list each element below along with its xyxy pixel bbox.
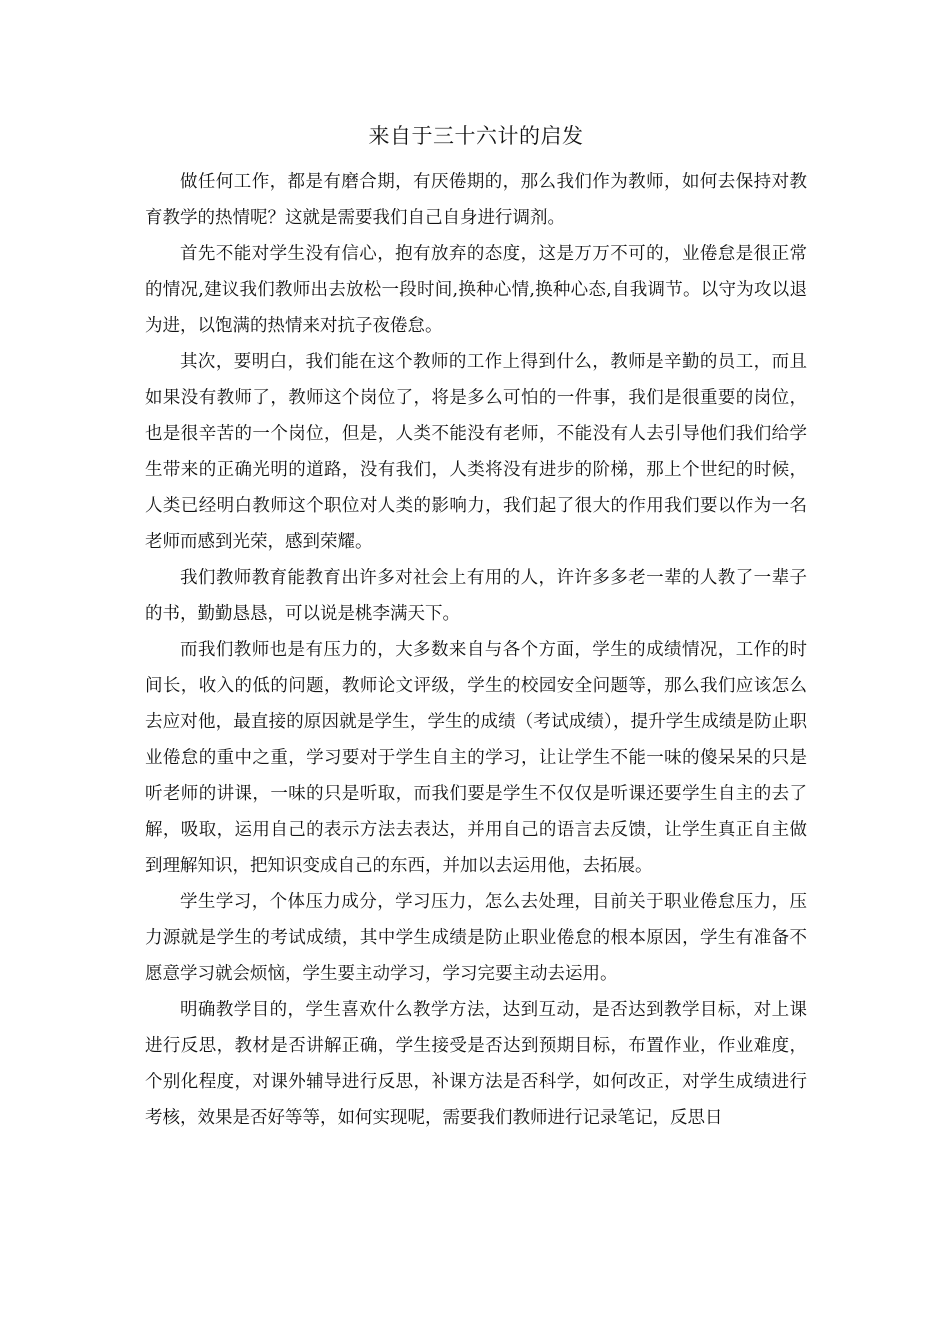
paragraph-5: 而我们教师也是有压力的，大多数来自与各个方面，学生的成绩情况，工作的时间长，收入的低的问题，教师论文评级，学生的校园安全问题等，那么我们应该怎么去应对他，最直接的原因就是学生，学生的成绩（考试成绩），提升学生成绩是防止职业倦怠的重中之重，学习要对于学生自主的学习，让让学生不能一味的傻呆呆的只是听老师的讲课，一味的只是听取，而我们要是学生不仅仅是听课还要学生自主的去了解，吸取，运用自己的表示方法去表达，并用自己的语言去反馈，让学生真正自主做到理解知识，把知识变成自己的东西，并加以去运用他，去拓展。	[145, 640, 807, 876]
paragraph-3: 其次，要明白，我们能在这个教师的工作上得到什么，教师是辛勤的员工，而且如果没有教师了，教师这个岗位了，将是多么可怕的一件事，我们是很重要的岗位，也是很辛苦的一个岗位，但是，人类不能没有老师，不能没有人去引导他们我们给学生带来的正确光明的道路，没有我们，人类将没有进步的阶梯，那上个世纪的时候，人类已经明白教师这个职位对人类的影响力，我们起了很大的作用我们要以作为一名老师而感到光荣，感到荣耀。	[145, 352, 807, 552]
document-title: 来自于三十六计的启发	[368, 124, 584, 148]
paragraph-4: 我们教师教育能教育出许多对社会上有用的人，许许多多老一辈的人教了一辈子的书，勤勤恳恳，可以说是桃李满天下。	[145, 568, 807, 624]
paragraph-6: 学生学习，个体压力成分，学习压力，怎么去处理，目前关于职业倦怠压力，压力源就是学生的考试成绩，其中学生成绩是防止职业倦怠的根本原因，学生有准备不愿意学习就会烦恼，学生要主动学习，学习完要主动去运用。	[145, 892, 807, 984]
paragraph-1: 做任何工作，都是有磨合期，有厌倦期的，那么我们作为教师，如何去保持对教育教学的热情呢？这就是需要我们自己自身进行调剂。	[145, 172, 807, 228]
document-body	[145, 118, 807, 1136]
paragraph-7: 明确教学目的，学生喜欢什么教学方法，达到互动，是否达到教学目标，对上课进行反思，教材是否讲解正确，学生接受是否达到预期目标，布置作业，作业难度，个别化程度，对课外辅导进行反思，补课方法是否科学，如何改正，对学生成绩进行考核，效果是否好等等，如何实现呢，需要我们教师进行记录笔记，反思日	[145, 1000, 807, 1128]
paragraph-2: 首先不能对学生没有信心，抱有放弃的态度，这是万万不可的，业倦怠是很正常的情况,建议我们教师出去放松一段时间,换种心情,换种心态,自我调节。以守为攻以退为进，以饱满的热情来对抗子夜倦怠。	[145, 244, 807, 336]
